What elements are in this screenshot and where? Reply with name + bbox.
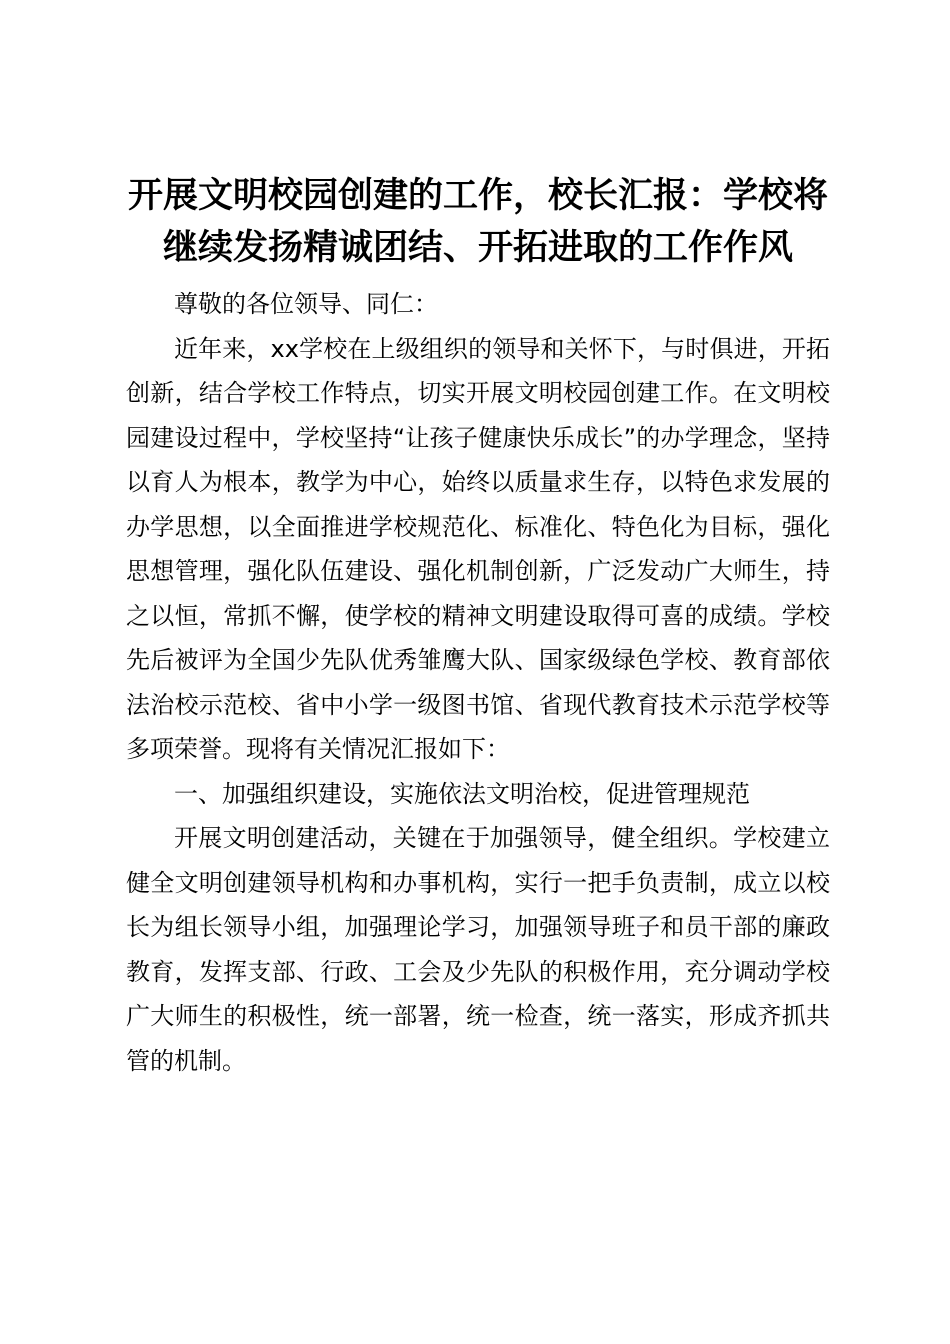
paragraph-section-1: 开展文明创建活动，关键在于加强领导，健全组织。学校建立健全文明创建领导机构和办事机构，实行一把手负责制，成立以校长为组长领导小组，加强理论学习，加强领导班子和员干部的廉政教育，发挥支部、行政、工会及少先队的积极作用，充分调动学校广大师生的积极性，统一部署，统一检查，统一落实，形成齐抓共管的机制。 bbox=[126, 824, 830, 1075]
document-page bbox=[126, 170, 830, 1083]
paragraph-intro: 近年来，xx学校在上级组织的领导和关怀下，与时俱进，开拓创新，结合学校工作特点，切实开展文明校园创建工作。在文明校园建设过程中，学校坚持“让孩子健康快乐成长”的办学理念，坚持以育人为根本，教学为中心，始终以质量求生存，以特色求发展的办学思想，以全面推进学校规范化、标准化、特色化为目标，强化思想管理，强化队伍建设、强化机制创新，广泛发动广大师生，持之以恒，常抓不懈，使学校的精神文明建设取得可喜的成绩。学校先后被评为全国少先队优秀雏鹰大队、国家级绿色学校、教育部依法治校示范校、省中小学一级图书馆、省现代教育技术示范学校等多项荣誉。现将有关情况汇报如下： bbox=[126, 334, 830, 763]
document-title: 开展文明校园创建的工作，校长汇报：学校将继续发扬精诚团结、开拓进取的工作作风 bbox=[127, 176, 828, 268]
greeting: 尊敬的各位领导、同仁： bbox=[174, 290, 438, 318]
section-heading-1: 一、加强组织建设，实施依法文明治校，促进管理规范 bbox=[174, 779, 750, 808]
